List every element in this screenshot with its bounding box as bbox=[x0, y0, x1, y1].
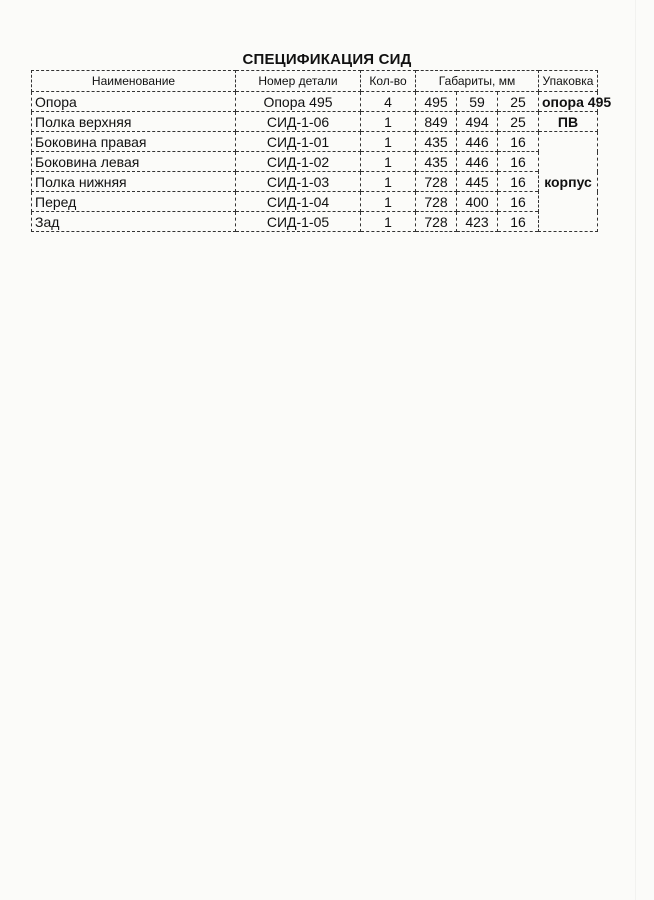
cell-dim-width: 446 bbox=[457, 152, 498, 172]
table-row bbox=[32, 212, 598, 232]
cell-dim-length: 435 bbox=[416, 152, 457, 172]
table-row bbox=[32, 132, 598, 152]
header-qty: Кол-во bbox=[361, 71, 416, 92]
header-part-number: Номер детали bbox=[236, 71, 361, 92]
table-row bbox=[32, 152, 598, 172]
table-header-row bbox=[32, 71, 598, 92]
cell-qty: 4 bbox=[361, 92, 416, 112]
cell-qty: 1 bbox=[361, 172, 416, 192]
cell-packaging: опора 495 bbox=[539, 92, 598, 112]
cell-name: Боковина левая bbox=[32, 152, 236, 172]
cell-part-number: СИД-1-04 bbox=[236, 192, 361, 212]
cell-dim-length: 728 bbox=[416, 192, 457, 212]
header-packaging: Упаковка bbox=[539, 71, 598, 92]
cell-dim-thickness: 25 bbox=[498, 112, 539, 132]
cell-qty: 1 bbox=[361, 152, 416, 172]
cell-dim-width: 446 bbox=[457, 132, 498, 152]
cell-name: Перед bbox=[32, 192, 236, 212]
table-row bbox=[32, 92, 598, 112]
cell-dim-length: 849 bbox=[416, 112, 457, 132]
cell-qty: 1 bbox=[361, 132, 416, 152]
cell-part-number: СИД-1-03 bbox=[236, 172, 361, 192]
cell-dim-length: 495 bbox=[416, 92, 457, 112]
table-row bbox=[32, 112, 598, 132]
cell-part-number: Опора 495 bbox=[236, 92, 361, 112]
cell-dim-width: 423 bbox=[457, 212, 498, 232]
cell-name: Полка нижняя bbox=[32, 172, 236, 192]
cell-part-number: СИД-1-06 bbox=[236, 112, 361, 132]
cell-dim-width: 445 bbox=[457, 172, 498, 192]
cell-part-number: СИД-1-05 bbox=[236, 212, 361, 232]
document-title: СПЕЦИФИКАЦИЯ СИД bbox=[242, 51, 412, 68]
cell-dim-length: 435 bbox=[416, 132, 457, 152]
cell-packaging-merged: корпус bbox=[539, 132, 598, 232]
cell-name: Зад bbox=[32, 212, 236, 232]
cell-dim-thickness: 16 bbox=[498, 172, 539, 192]
cell-dim-thickness: 16 bbox=[498, 152, 539, 172]
cell-dim-thickness: 16 bbox=[498, 192, 539, 212]
table-row bbox=[32, 172, 598, 192]
cell-name: Опора bbox=[32, 92, 236, 112]
cell-dim-width: 400 bbox=[457, 192, 498, 212]
cell-part-number: СИД-1-01 bbox=[236, 132, 361, 152]
header-name: Наименование bbox=[32, 71, 236, 92]
cell-dim-thickness: 16 bbox=[498, 212, 539, 232]
cell-qty: 1 bbox=[361, 112, 416, 132]
cell-qty: 1 bbox=[361, 212, 416, 232]
cell-packaging: ПВ bbox=[539, 112, 598, 132]
cell-qty: 1 bbox=[361, 192, 416, 212]
cell-dim-width: 494 bbox=[457, 112, 498, 132]
cell-name: Полка верхняя bbox=[32, 112, 236, 132]
page-edge bbox=[635, 0, 636, 900]
cell-dim-thickness: 25 bbox=[498, 92, 539, 112]
table-row bbox=[32, 192, 598, 212]
cell-dim-length: 728 bbox=[416, 212, 457, 232]
cell-dim-length: 728 bbox=[416, 172, 457, 192]
cell-dim-width: 59 bbox=[457, 92, 498, 112]
header-dimensions: Габариты, мм bbox=[416, 71, 539, 92]
cell-name: Боковина правая bbox=[32, 132, 236, 152]
cell-part-number: СИД-1-02 bbox=[236, 152, 361, 172]
cell-dim-thickness: 16 bbox=[498, 132, 539, 152]
specification-table bbox=[31, 70, 612, 232]
